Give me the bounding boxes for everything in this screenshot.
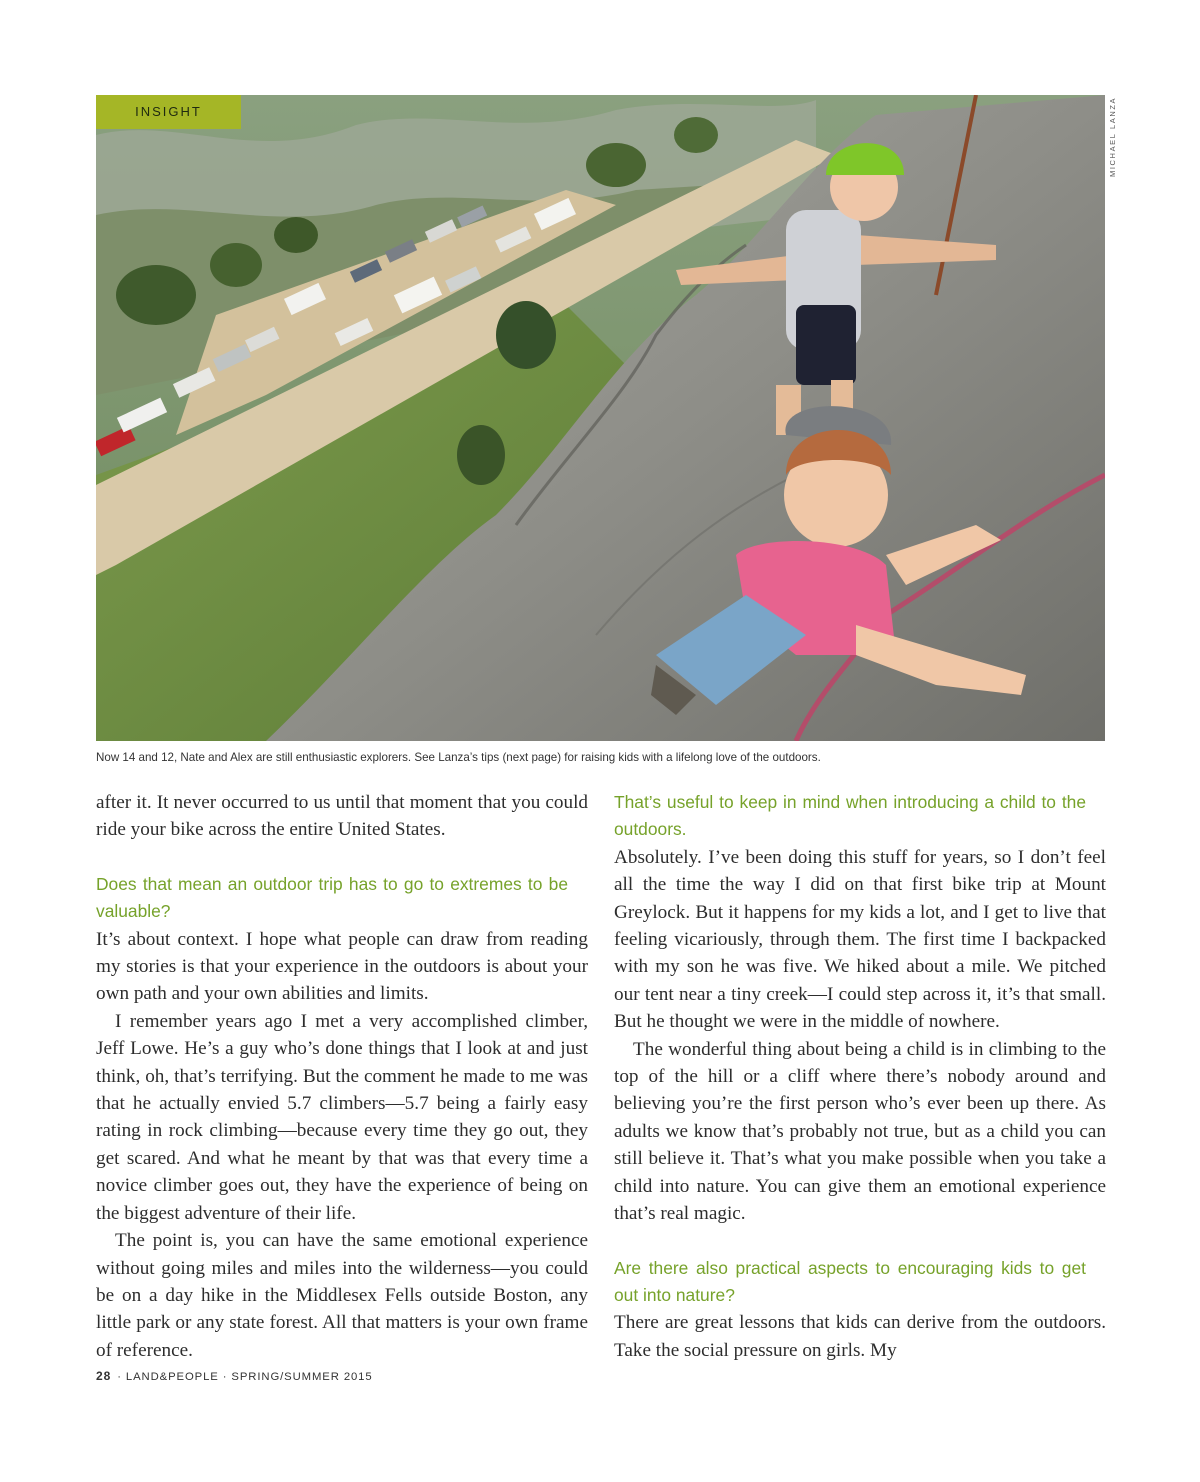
paragraph: There are great lessons that kids can derive from the outdoors. Take the social pressure on girls. My (614, 1312, 1106, 1361)
paragraph: Absolutely. I’ve been doing this stuff for years, so I don’t feel all the time the way I did on that first bike trip at Mount Greylock. But it happens for my kids a lot, and I get to live that feeling vicariously, through them. The first time I backpacked with my son he was five. We hiked about a mile. We pitched our tent near a tiny creek—I could step across it, it’s that small. But he thought we were in the middle of nowhere. (614, 846, 1106, 1033)
interview-question: Are there also practical aspects to encouraging kids to get out into nature? (614, 1257, 1086, 1305)
photo-caption: Now 14 and 12, Nate and Alex are still enthusiastic explorers. See Lanza’s tips (next page) for raising kids with a lifelong love of the outdoors. (96, 751, 821, 764)
page-number: 28 (96, 1369, 112, 1383)
photo-illustration (96, 95, 1105, 741)
right-column (614, 789, 1106, 1364)
climbing-photo (96, 95, 1105, 741)
section-tag: INSIGHT (96, 95, 241, 129)
left-column (96, 789, 588, 1364)
interview-question: Does that mean an outdoor trip has to go to extremes to be valuable? (96, 873, 568, 922)
publication-info: · LAND&PEOPLE · SPRING/SUMMER 2015 (117, 1371, 373, 1383)
paragraph: The point is, you can have the same emotional experience without going miles and miles into the wilderness—you could be on a day hike in the Middlesex Fells outside Boston, any little park or any state forest. All that matters is your own frame of reference. (96, 1230, 588, 1361)
paragraph: I remember years ago I met a very accomplished climber, Jeff Lowe. He’s a guy who’s done things that I look at and just think, oh, that’s terrifying. But the comment he made to me was that he actually envied 5.7 climbers—5.7 being a fairly easy rating in rock climbing—because every time they go out, they get scared. And what he meant by that was that every time a novice climber goes out, they have the experience of being on the biggest adventure of their life. (96, 1010, 588, 1224)
paragraph: after it. It never occurred to us until that moment that you could ride your bike across the entire United States. (96, 792, 588, 841)
page-footer (96, 1369, 373, 1383)
paragraph: It’s about context. I hope what people can draw from reading my stories is that your experience in the outdoors is about your own path and your own abilities and limits. (96, 928, 588, 1005)
interview-question: That’s useful to keep in mind when introducing a child to the outdoors. (614, 792, 1086, 840)
photo-credit: MICHAEL LANZA (1108, 96, 1117, 177)
paragraph: The wonderful thing about being a child is in climbing to the top of the hill or a cliff where there’s nobody around and believing you’re the first person who’s ever been up there. As adults we know that’s probably not true, but as a child you can still believe it. That’s what you make possible when you take a child into nature. You can give them an emotional experience that’s real magic. (614, 1038, 1106, 1225)
